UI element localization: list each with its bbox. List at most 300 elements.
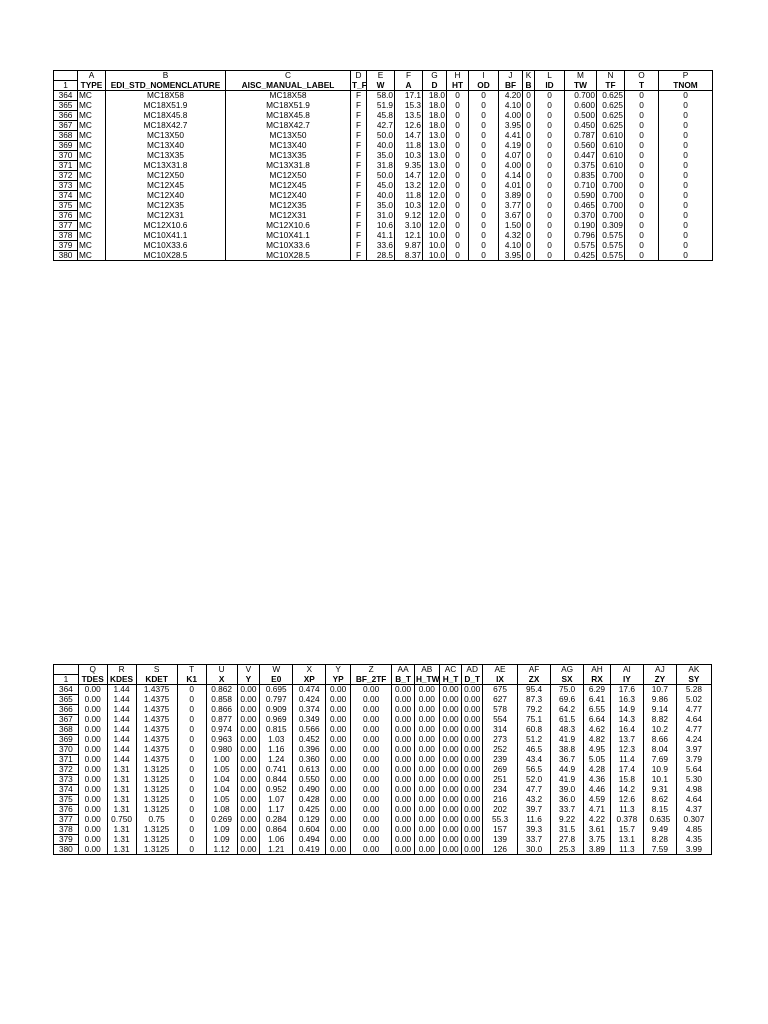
row-number: 374 (54, 785, 79, 795)
cell: 11.8 (395, 141, 423, 151)
cell: 45.0 (367, 181, 395, 191)
cell: MC10X41.1 (226, 231, 351, 241)
cell: MC13X40 (106, 141, 226, 151)
cell: 1.4375 (136, 715, 177, 725)
cell: 3.79 (676, 755, 711, 765)
cell: 0 (523, 201, 535, 211)
column-letter: T (177, 665, 206, 675)
cell: 45.8 (367, 111, 395, 121)
cell: 0 (659, 231, 713, 241)
cell: 0 (535, 101, 565, 111)
cell: 30.0 (518, 845, 551, 855)
cell: 0 (659, 161, 713, 171)
cell: 75.1 (518, 715, 551, 725)
column-letter: W (260, 665, 293, 675)
table-row (54, 685, 712, 695)
cell: 202 (483, 805, 518, 815)
cell: 0.00 (237, 775, 260, 785)
cell: 0.00 (326, 795, 351, 805)
cell: 12.0 (423, 211, 447, 221)
column-letter: S (136, 665, 177, 675)
cell: 269 (483, 765, 518, 775)
column-letter: X (293, 665, 326, 675)
cell: 0.00 (462, 695, 483, 705)
cell: 0 (469, 211, 499, 221)
cell: 0.00 (326, 705, 351, 715)
cell: 6.55 (584, 705, 611, 715)
table-row (54, 745, 712, 755)
cell: 0 (535, 151, 565, 161)
cell: 8.66 (643, 735, 676, 745)
column-header: B_T (392, 675, 415, 685)
cell: 0.866 (206, 705, 237, 715)
cell: 0 (523, 131, 535, 141)
cell: 0.00 (414, 745, 439, 755)
spreadsheet-page-2 (53, 664, 712, 855)
column-letter: M (565, 71, 597, 81)
cell: MC12X35 (226, 201, 351, 211)
cell: 0.00 (78, 685, 107, 695)
cell: 0.00 (392, 705, 415, 715)
cell: MC (78, 191, 106, 201)
cell: 0.610 (597, 131, 625, 141)
column-header: AISC_MANUAL_LABEL (226, 81, 351, 91)
cell: 0.00 (439, 695, 462, 705)
cell: 0.00 (78, 845, 107, 855)
cell: 0.963 (206, 735, 237, 745)
cell: 3.67 (499, 211, 523, 221)
cell: 51.9 (367, 101, 395, 111)
column-header: ZY (643, 675, 676, 685)
cell: 0.625 (597, 121, 625, 131)
cell: F (351, 241, 367, 251)
table-row (54, 805, 712, 815)
cell: 0.877 (206, 715, 237, 725)
cell: 0.00 (462, 755, 483, 765)
row-number: 378 (54, 825, 79, 835)
cell: 0.700 (597, 171, 625, 181)
cell: 0 (523, 101, 535, 111)
cell: 0.00 (326, 695, 351, 705)
cell: 0.969 (260, 715, 293, 725)
column-header: TNOM (659, 81, 713, 91)
cell: 0 (447, 121, 469, 131)
cell: 69.6 (551, 695, 584, 705)
cell: 0 (659, 101, 713, 111)
table-row (54, 825, 712, 835)
cell: 0.00 (326, 745, 351, 755)
row-number: 366 (54, 111, 78, 121)
cell: 0.00 (414, 845, 439, 855)
cell: 17.1 (395, 91, 423, 101)
cell: 0 (469, 131, 499, 141)
cell: 0 (447, 211, 469, 221)
cell: 4.32 (499, 231, 523, 241)
cell: 0.00 (462, 845, 483, 855)
cell: 0 (659, 241, 713, 251)
cell: 0.00 (439, 815, 462, 825)
cell: F (351, 131, 367, 141)
cell: 14.7 (395, 171, 423, 181)
cell: 0 (447, 141, 469, 151)
column-letter: G (423, 71, 447, 81)
cell: 0.00 (392, 725, 415, 735)
row-number: 377 (54, 221, 78, 231)
cell: F (351, 171, 367, 181)
cell: 0.465 (565, 201, 597, 211)
cell: F (351, 201, 367, 211)
column-letter: E (367, 71, 395, 81)
cell: 0 (469, 101, 499, 111)
cell: 0 (625, 111, 659, 121)
cell: 0.00 (351, 795, 392, 805)
cell: 0 (625, 201, 659, 211)
cell: 4.28 (584, 765, 611, 775)
cell: 0.00 (326, 735, 351, 745)
cell: 0.815 (260, 725, 293, 735)
cell: 4.41 (499, 131, 523, 141)
cell: 0 (177, 745, 206, 755)
table-row (54, 91, 713, 101)
cell: 0.00 (462, 745, 483, 755)
cell: 0 (659, 181, 713, 191)
cell: 33.7 (518, 835, 551, 845)
cell: 0.00 (78, 825, 107, 835)
cell: MC18X42.7 (106, 121, 226, 131)
cell: 1.08 (206, 805, 237, 815)
row-number: 380 (54, 845, 79, 855)
cell: 4.46 (584, 785, 611, 795)
column-header: KDES (107, 675, 136, 685)
cell: MC (78, 231, 106, 241)
cell: 1.50 (499, 221, 523, 231)
cell: 0 (625, 101, 659, 111)
column-header: IX (483, 675, 518, 685)
cell: 3.95 (499, 121, 523, 131)
table-row (54, 211, 713, 221)
cell: 0.00 (462, 685, 483, 695)
cell: 0.00 (439, 755, 462, 765)
cell: 12.6 (395, 121, 423, 131)
cell: 0.00 (351, 745, 392, 755)
column-letter: F (395, 71, 423, 81)
column-letter: AF (518, 665, 551, 675)
cell: 3.89 (584, 845, 611, 855)
cell: 0 (177, 825, 206, 835)
table-row (54, 161, 713, 171)
cell: 0.610 (597, 141, 625, 151)
column-header: W (367, 81, 395, 91)
cell: 0 (535, 111, 565, 121)
column-header: TW (565, 81, 597, 91)
cell: 55.3 (483, 815, 518, 825)
cell: MC (78, 161, 106, 171)
cell: 9.86 (643, 695, 676, 705)
cell: 1.31 (107, 805, 136, 815)
cell: 12.6 (610, 795, 643, 805)
cell: MC18X51.9 (226, 101, 351, 111)
cell: 11.4 (610, 755, 643, 765)
cell: 0 (535, 91, 565, 101)
cell: 0.980 (206, 745, 237, 755)
cell: 1.4375 (136, 725, 177, 735)
column-letter: L (535, 71, 565, 81)
column-letter: AH (584, 665, 611, 675)
column-header: T (625, 81, 659, 91)
cell: 4.22 (584, 815, 611, 825)
cell: 13.2 (395, 181, 423, 191)
cell: 4.77 (676, 705, 711, 715)
cell: 11.3 (610, 845, 643, 855)
cell: 0 (659, 141, 713, 151)
cell: 14.3 (610, 715, 643, 725)
cell: 0 (469, 251, 499, 261)
cell: 0.452 (293, 735, 326, 745)
cell: 13.0 (423, 141, 447, 151)
cell: MC12X40 (106, 191, 226, 201)
cell: 273 (483, 735, 518, 745)
cell: 0 (447, 111, 469, 121)
column-header: TF (597, 81, 625, 91)
cell: F (351, 91, 367, 101)
column-letter: H (447, 71, 469, 81)
cell: MC12X50 (226, 171, 351, 181)
cell: 0.560 (565, 141, 597, 151)
column-letter: P (659, 71, 713, 81)
cell: 3.95 (499, 251, 523, 261)
cell: 3.89 (499, 191, 523, 201)
table-row (54, 705, 712, 715)
cell: 0 (447, 251, 469, 261)
cell: 25.3 (551, 845, 584, 855)
cell: MC18X51.9 (106, 101, 226, 111)
cell: 0.787 (565, 131, 597, 141)
cell: 0.00 (414, 815, 439, 825)
column-header: BF (499, 81, 523, 91)
cell: 0.835 (565, 171, 597, 181)
cell: 0 (535, 161, 565, 171)
cell: 0 (659, 221, 713, 231)
cell: 18.0 (423, 91, 447, 101)
cell: 0 (535, 241, 565, 251)
cell: 0.00 (462, 785, 483, 795)
cell: 0.00 (462, 815, 483, 825)
cell: 0 (177, 775, 206, 785)
cell: 0.00 (414, 765, 439, 775)
cell: 0.00 (78, 695, 107, 705)
cell: 0.00 (439, 685, 462, 695)
table-row (54, 171, 713, 181)
cell: 13.1 (610, 835, 643, 845)
cell: 0.00 (351, 755, 392, 765)
cell: 12.0 (423, 201, 447, 211)
cell: 0.00 (414, 695, 439, 705)
cell: 0.00 (78, 745, 107, 755)
cell: F (351, 251, 367, 261)
cell: 4.20 (499, 91, 523, 101)
column-header: YP (326, 675, 351, 685)
cell: 0.190 (565, 221, 597, 231)
cell: 1.44 (107, 745, 136, 755)
cell: 0.424 (293, 695, 326, 705)
cell: 8.37 (395, 251, 423, 261)
cell: 0 (659, 111, 713, 121)
cell: MC13X50 (226, 131, 351, 141)
row-number: 370 (54, 745, 79, 755)
column-header: D (423, 81, 447, 91)
cell: 4.01 (499, 181, 523, 191)
cell: 0 (469, 191, 499, 201)
cell: MC18X58 (106, 91, 226, 101)
cell: 0 (469, 161, 499, 171)
cell: 0.00 (392, 795, 415, 805)
cell: 12.1 (395, 231, 423, 241)
cell: 0 (447, 161, 469, 171)
column-header: E0 (260, 675, 293, 685)
cell: 0.00 (439, 805, 462, 815)
cell: 4.64 (676, 795, 711, 805)
cell: 0.700 (597, 211, 625, 221)
cell: 0 (523, 151, 535, 161)
cell: 0.00 (351, 715, 392, 725)
cell: 0.349 (293, 715, 326, 725)
cell: 39.0 (551, 785, 584, 795)
cell: 139 (483, 835, 518, 845)
cell: 0.269 (206, 815, 237, 825)
cell: 0 (535, 181, 565, 191)
cell: 157 (483, 825, 518, 835)
cell: 0.00 (414, 715, 439, 725)
cell: 10.2 (643, 725, 676, 735)
cell: 14.7 (395, 131, 423, 141)
cell: 0 (625, 151, 659, 161)
cell: F (351, 181, 367, 191)
column-letter: R (107, 665, 136, 675)
cell: 252 (483, 745, 518, 755)
cell: 0.00 (392, 785, 415, 795)
cell: 1.31 (107, 845, 136, 855)
cell: 4.10 (499, 101, 523, 111)
cell: 0 (535, 211, 565, 221)
cell: 0.610 (597, 151, 625, 161)
cell: 4.07 (499, 151, 523, 161)
cell: MC12X10.6 (226, 221, 351, 231)
cell: 0.625 (597, 101, 625, 111)
cell: 0 (447, 91, 469, 101)
row-number: 364 (54, 685, 79, 695)
cell: 1.3125 (136, 845, 177, 855)
cell: 0.360 (293, 755, 326, 765)
cell: 0 (177, 845, 206, 855)
cell: 0 (625, 161, 659, 171)
cell: 0.00 (439, 765, 462, 775)
cell: 0.952 (260, 785, 293, 795)
row-number: 367 (54, 715, 79, 725)
cell: 27.8 (551, 835, 584, 845)
cell: 0.909 (260, 705, 293, 715)
row-number: 374 (54, 191, 78, 201)
cell: 9.35 (395, 161, 423, 171)
cell: 95.4 (518, 685, 551, 695)
cell: 0.370 (565, 211, 597, 221)
cell: 0.375 (565, 161, 597, 171)
cell: 1.16 (260, 745, 293, 755)
cell: 46.5 (518, 745, 551, 755)
cell: 0.00 (439, 745, 462, 755)
column-letter: AI (610, 665, 643, 675)
table-row (54, 181, 713, 191)
row-number: 377 (54, 815, 79, 825)
cell: MC (78, 151, 106, 161)
cell: 0.307 (676, 815, 711, 825)
table-row (54, 251, 713, 261)
table-row (54, 735, 712, 745)
cell: 0.00 (326, 725, 351, 735)
cell: MC13X40 (226, 141, 351, 151)
cell: 10.7 (643, 685, 676, 695)
cell: 16.3 (610, 695, 643, 705)
cell: 0.00 (439, 725, 462, 735)
cell: 0.425 (293, 805, 326, 815)
cell: 1.00 (206, 755, 237, 765)
cell: 0 (469, 91, 499, 101)
cell: F (351, 141, 367, 151)
row-number: 372 (54, 765, 79, 775)
cell: 1.3125 (136, 825, 177, 835)
table-row (54, 101, 713, 111)
cell: 0.00 (237, 745, 260, 755)
cell: 0.00 (414, 825, 439, 835)
cell: 0.00 (351, 825, 392, 835)
column-letter-row (54, 71, 713, 81)
cell: 9.49 (643, 825, 676, 835)
cell: MC13X35 (106, 151, 226, 161)
cell: 0.00 (392, 715, 415, 725)
column-letter: A (78, 71, 106, 81)
cell: 0 (177, 755, 206, 765)
cell: 15.8 (610, 775, 643, 785)
cell: 627 (483, 695, 518, 705)
column-letter: AK (676, 665, 711, 675)
cell: 12.3 (610, 745, 643, 755)
cell: 0 (625, 171, 659, 181)
cell: 8.28 (643, 835, 676, 845)
column-header: Y (237, 675, 260, 685)
cell: 0.00 (414, 835, 439, 845)
cell: 0.575 (597, 241, 625, 251)
cell: 0.00 (392, 685, 415, 695)
cell: 0.00 (237, 705, 260, 715)
cell: MC12X10.6 (106, 221, 226, 231)
cell: 0 (625, 181, 659, 191)
cell: 0.00 (439, 825, 462, 835)
cell: 0 (469, 121, 499, 131)
cell: 18.0 (423, 101, 447, 111)
cell: 0.00 (237, 735, 260, 745)
cell: 0.00 (326, 715, 351, 725)
cell: 31.0 (367, 211, 395, 221)
cell: 0 (523, 191, 535, 201)
cell: MC (78, 101, 106, 111)
cell: 0.796 (565, 231, 597, 241)
cell: 0.00 (78, 725, 107, 735)
cell: 0 (177, 795, 206, 805)
cell: 5.64 (676, 765, 711, 775)
cell: 1.12 (206, 845, 237, 855)
column-header: B (523, 81, 535, 91)
cell: 18.0 (423, 121, 447, 131)
cell: 0.00 (351, 775, 392, 785)
